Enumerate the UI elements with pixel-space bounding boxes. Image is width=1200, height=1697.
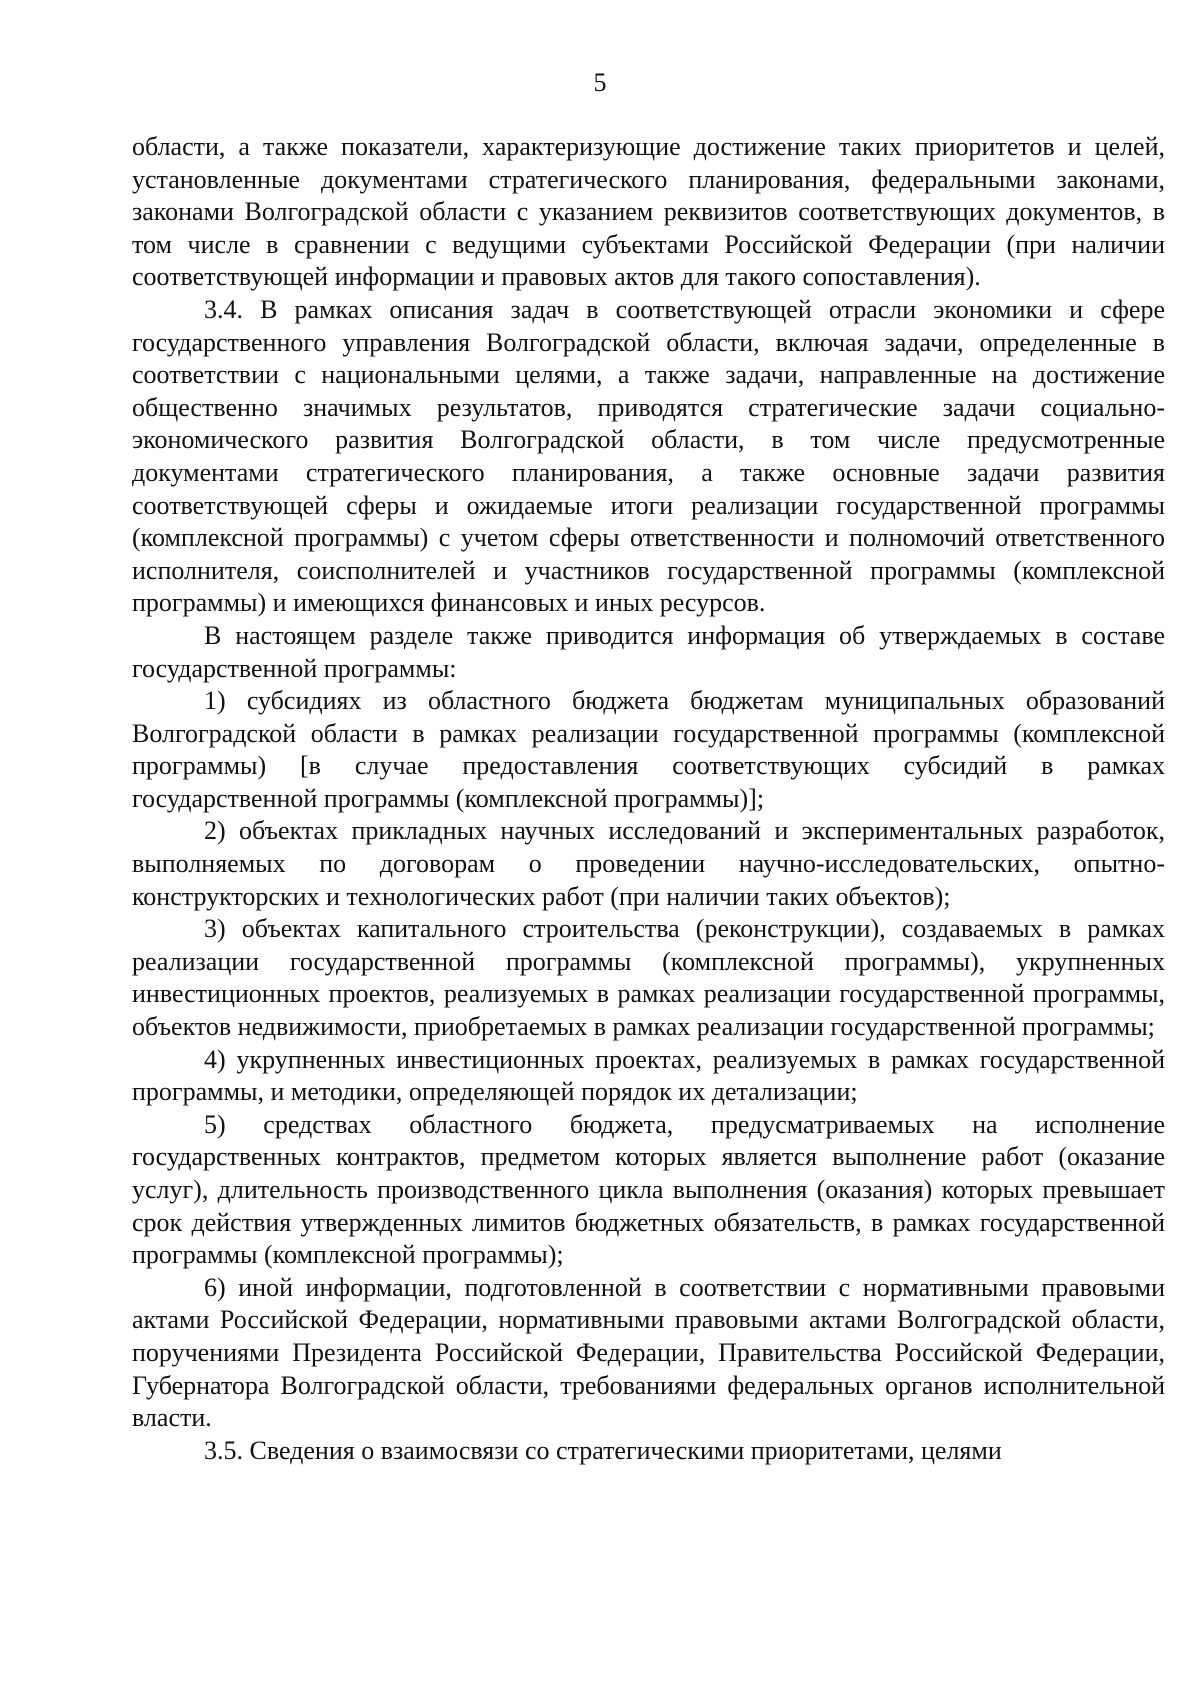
paragraph-section-info: В настоящем разделе также приводится информация об утверждаемых в составе государственной программы: xyxy=(132,620,1165,683)
list-item-4: 4) укрупненных инвестиционных проектах, реализуемых в рамках государственной программы, и методики, определяющей порядок их детализации; xyxy=(132,1044,1165,1107)
paragraph-continuation: области, а также показатели, характеризующие достижение таких приоритетов и целей, установленные документами стратегического планирования, федеральными законами, законами Волгоградской области с указанием реквизитов соответствующих документов, в том числе в сравнении с ведущими субъектами Российской Федерации (при наличии соответствующей информации и правовых актов для такого сопоставления). xyxy=(132,132,1165,292)
paragraph-3-5: 3.5. Сведения о взаимосвязи со стратегическими приоритетами, целями xyxy=(204,1435,1002,1465)
page-number: 5 xyxy=(593,68,607,97)
list-item-6: 6) иной информации, подготовленной в соответствии с нормативными правовыми актами Российской Федерации, нормативными правовыми актами Волгоградской области, поручениями Президента Российской Федерации, Правительства Российской Федерации, Губернатора Волгоградской области, требованиями федеральных органов исполнительной власти. xyxy=(132,1272,1165,1433)
list-item-1: 1) субсидиях из областного бюджета бюджетам муниципальных образований Волгоградской области в рамках реализации государственной программы (комплексной программы) [в случае предоставления соответствующих субсидий в рамках государственной программы (комплексной программы)]; xyxy=(132,686,1165,813)
paragraph-3-4: 3.4. В рамках описания задач в соответствующей отрасли экономики и сфере государственного управления Волгоградской области, включая задачи, определенные в соответствии с национальными целями, а также задачи, направленные на достижение общественно значимых результатов, приводятся стратегические задачи социально-экономического развития Волгоградской области, в том числе предусмотренные документами стратегического планирования, а также основные задачи развития соответствующей сферы и ожидаемые итоги реализации государственной программы (комплексной программы) с учетом сферы ответственности и полномочий ответственного исполнителя, соисполнителей и участников государственной программы (комплексной программы) и имеющихся финансовых и иных ресурсов. xyxy=(132,294,1165,618)
list-item-5: 5) средствах областного бюджета, предусматриваемых на исполнение государственных контрактов, предметом которых является выполнение работ (оказание услуг), длительность производственного цикла выполнения (оказания) которых превышает срок действия утвержденных лимитов бюджетных обязательств, в рамках государственной программы (комплексной программы); xyxy=(132,1109,1165,1270)
list-item-3: 3) объектах капитального строительства (реконструкции), создаваемых в рамках реализации государственной программы (комплексной программы), укрупненных инвестиционных проектов, реализуемых в рамках реализации государственной программы, объектов недвижимости, приобретаемых в рамках реализации государственной программы; xyxy=(132,914,1165,1042)
document-body xyxy=(132,131,1165,1467)
list-item-2: 2) объектах прикладных научных исследований и экспериментальных разработок, выполняемых по договорам о проведении научно-исследовательских, опытно-конструкторских и технологических работ (при наличии таких объектов); xyxy=(132,816,1165,911)
